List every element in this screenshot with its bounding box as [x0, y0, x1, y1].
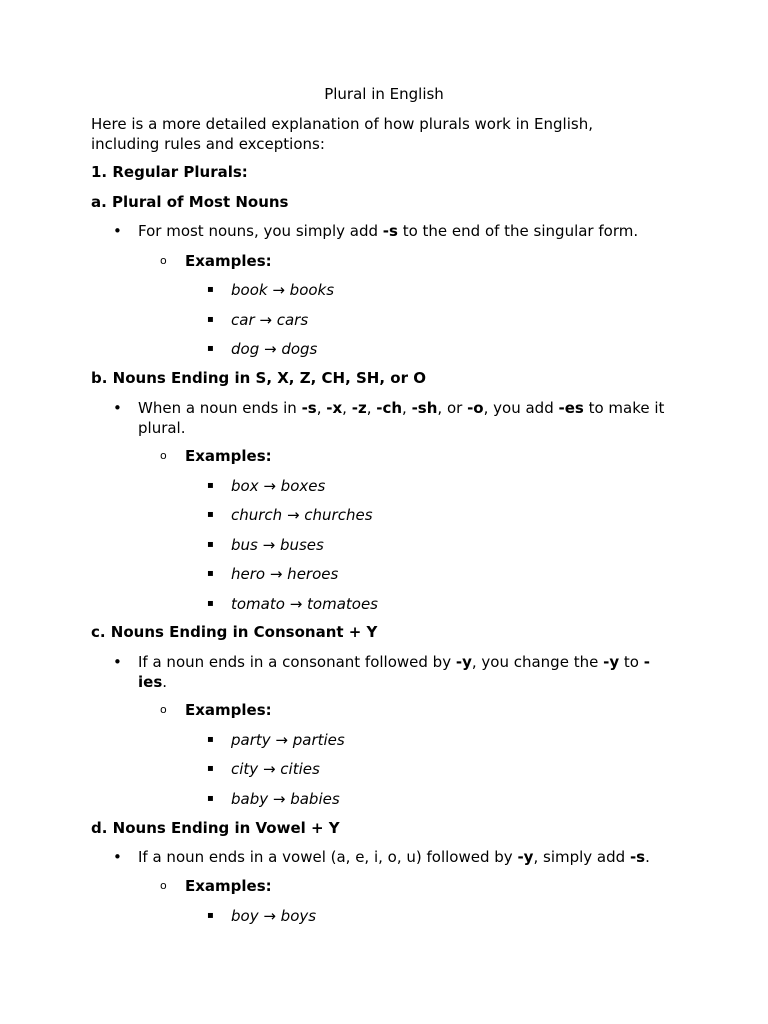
rule-s-x-z-ch-sh-o: When a noun ends in -s, -x, -z, -ch, -sh, or -o, you add -es to make it plural. — [138, 399, 665, 437]
square-bullet-marker: ▪ — [207, 314, 214, 325]
sub-bullet-marker: o — [160, 449, 167, 462]
square-bullet-marker: ▪ — [207, 539, 214, 550]
example-item: book → books — [231, 281, 335, 299]
example-item: hero → heroes — [231, 565, 339, 583]
section-heading-regular-plurals: 1. Regular Plurals: — [91, 163, 248, 181]
example-item: boy → boys — [231, 907, 317, 925]
square-bullet-marker: ▪ — [207, 734, 214, 745]
examples-label: Examples: — [185, 447, 272, 465]
example-item: bus → buses — [231, 536, 324, 554]
rule-consonant-y: If a noun ends in a consonant followed by -y, you change the -y to -ies. — [138, 653, 650, 691]
square-bullet-marker: ▪ — [207, 284, 214, 295]
square-bullet-marker: ▪ — [207, 763, 214, 774]
square-bullet-marker: ▪ — [207, 598, 214, 609]
rule-most-nouns: For most nouns, you simply add -s to the end of the singular form. — [138, 222, 639, 240]
bullet-marker: • — [113, 848, 122, 866]
example-item: city → cities — [231, 760, 320, 778]
intro-paragraph: Here is a more detailed explanation of how plurals work in English, including rules and exceptions: — [91, 115, 593, 153]
square-bullet-marker: ▪ — [207, 568, 214, 579]
examples-label: Examples: — [185, 877, 272, 895]
example-item: baby → babies — [231, 790, 340, 808]
square-bullet-marker: ▪ — [207, 793, 214, 804]
examples-label: Examples: — [185, 701, 272, 719]
square-bullet-marker: ▪ — [207, 509, 214, 520]
example-item: car → cars — [231, 311, 309, 329]
sub-bullet-marker: o — [160, 254, 167, 267]
bullet-marker: • — [113, 399, 122, 417]
example-item: box → boxes — [231, 477, 326, 495]
bullet-marker: • — [113, 653, 122, 671]
example-item: party → parties — [231, 731, 345, 749]
example-item: tomato → tomatoes — [231, 595, 378, 613]
square-bullet-marker: ▪ — [207, 343, 214, 354]
subheading-most-nouns: a. Plural of Most Nouns — [91, 193, 289, 211]
square-bullet-marker: ▪ — [207, 480, 214, 491]
subheading-vowel-y: d. Nouns Ending in Vowel + Y — [91, 819, 340, 837]
subheading-s-x-z-ch-sh-o: b. Nouns Ending in S, X, Z, CH, SH, or O — [91, 369, 426, 387]
example-item: dog → dogs — [231, 340, 318, 358]
square-bullet-marker: ▪ — [207, 910, 214, 921]
document-title: Plural in English — [324, 85, 444, 103]
sub-bullet-marker: o — [160, 879, 167, 892]
rule-vowel-y: If a noun ends in a vowel (a, e, i, o, u) followed by -y, simply add -s. — [138, 848, 650, 866]
sub-bullet-marker: o — [160, 703, 167, 716]
example-item: church → churches — [231, 506, 373, 524]
bullet-marker: • — [113, 222, 122, 240]
subheading-consonant-y: c. Nouns Ending in Consonant + Y — [91, 623, 378, 641]
examples-label: Examples: — [185, 252, 272, 270]
